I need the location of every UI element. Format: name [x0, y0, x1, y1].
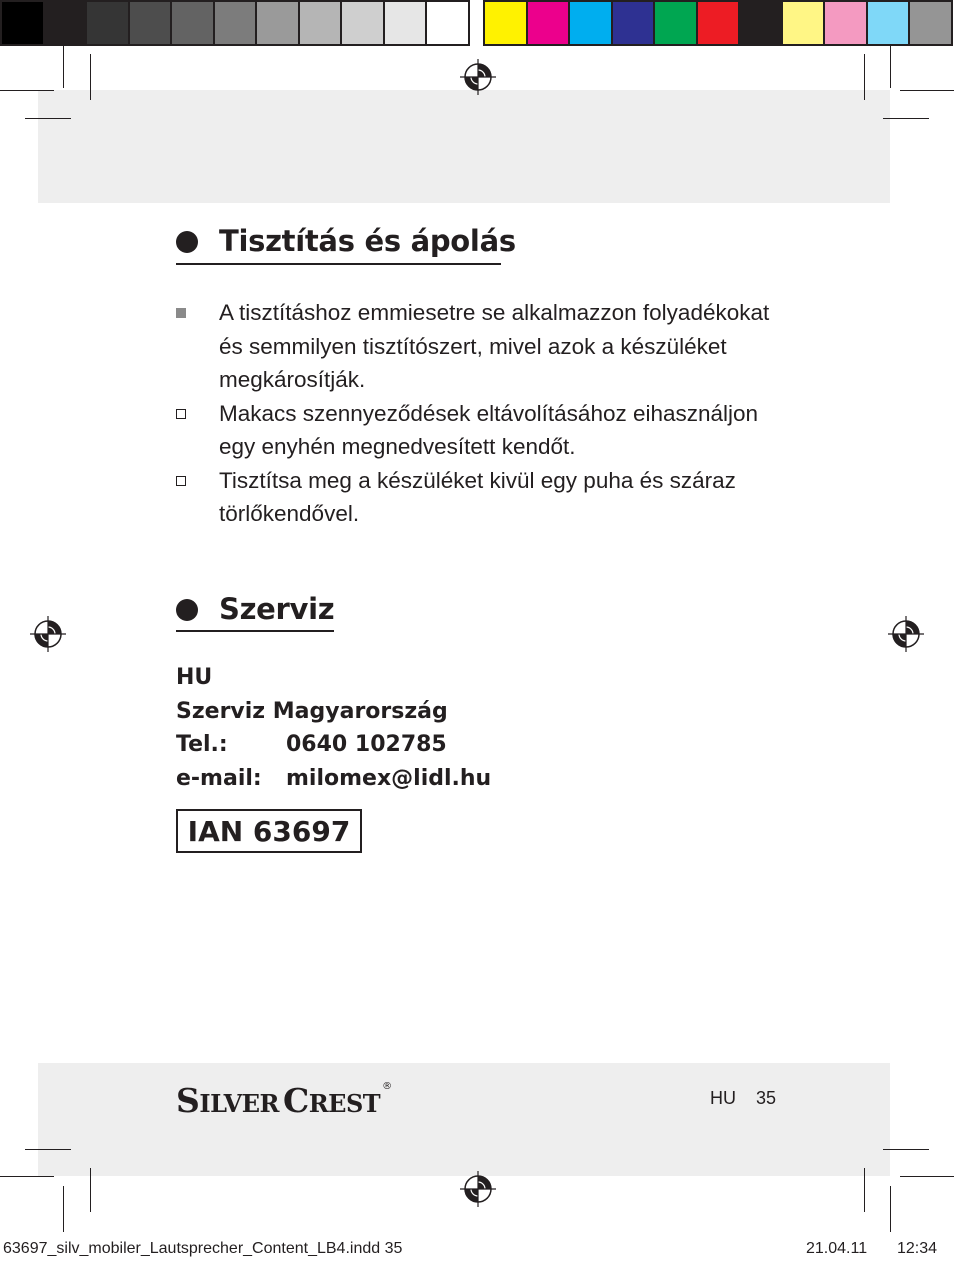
list-item-line: Makacs szennyeződések eltávolításához eihasználjon — [219, 400, 759, 426]
crop-mark — [864, 54, 865, 100]
section-heading-cleaning — [176, 224, 516, 258]
service-company: Szerviz Magyarország — [176, 699, 448, 724]
email-label: e-mail: — [176, 766, 262, 791]
color-swatch — [385, 0, 428, 46]
phone-label: Tel.: — [176, 732, 228, 757]
service-phone-row — [176, 728, 447, 762]
crop-mark — [0, 1176, 54, 1177]
heading-underline — [176, 630, 334, 632]
grayscale-color-bar — [0, 0, 470, 46]
registration-mark-icon — [458, 1169, 498, 1209]
crop-mark — [63, 46, 64, 88]
filled-square-bullet-icon — [176, 308, 186, 318]
crop-mark — [883, 118, 929, 119]
color-swatch — [342, 0, 385, 46]
color-swatch — [300, 0, 343, 46]
color-swatch — [910, 0, 953, 46]
section-heading-service — [176, 592, 334, 626]
open-square-bullet-icon — [176, 409, 186, 419]
heading-title: Szerviz — [219, 592, 335, 626]
color-swatch — [45, 0, 88, 46]
cleaning-instructions-list — [176, 296, 816, 531]
crop-mark — [63, 1186, 64, 1232]
color-swatch — [613, 0, 656, 46]
registration-mark-icon — [458, 57, 498, 97]
phone-number: 0640 102785 — [286, 732, 447, 757]
heading-title: Tisztítás és ápolás — [219, 224, 516, 258]
color-swatch — [655, 0, 698, 46]
page-language: HU — [710, 1088, 736, 1108]
crop-mark — [890, 1186, 891, 1232]
crop-mark — [0, 90, 54, 91]
crop-mark — [864, 1168, 865, 1212]
crop-mark — [25, 118, 71, 119]
color-swatch — [0, 0, 45, 46]
crop-mark — [90, 1168, 91, 1212]
color-swatch — [215, 0, 258, 46]
crop-mark — [90, 54, 91, 100]
color-swatch — [257, 0, 300, 46]
list-item-line: egy enyhén megnedvesített kendőt. — [219, 434, 576, 459]
list-item — [176, 296, 816, 397]
list-item-line: Tisztítsa meg a készüléket kivül egy puha és száraz — [219, 467, 736, 493]
heading-underline — [176, 263, 501, 265]
footer-band — [38, 1063, 890, 1176]
color-swatch — [570, 0, 613, 46]
color-swatch — [87, 0, 130, 46]
service-email-row — [176, 762, 491, 796]
crop-mark — [900, 90, 954, 91]
crop-mark — [25, 1149, 71, 1150]
crop-mark — [890, 46, 891, 88]
list-item-line: törlőkendővel. — [219, 501, 360, 526]
registration-mark-icon — [28, 614, 68, 654]
color-swatch — [427, 0, 470, 46]
footer-date: 21.04.11 — [806, 1240, 868, 1257]
crop-mark — [883, 1149, 929, 1150]
list-item-line: A tisztításhoz emmiesetre se alkalmazzon folyadékokat — [219, 300, 770, 325]
color-swatch — [483, 0, 528, 46]
color-swatch — [783, 0, 826, 46]
footer-filename: 63697_silv_mobiler_Lautsprecher_Content_LB4.indd 35 — [3, 1240, 403, 1257]
list-item-line: és semmilyen tisztítószert, mivel azok a készüléket — [219, 333, 727, 359]
page-number — [710, 1088, 776, 1109]
footer-time: 12:34 — [897, 1240, 938, 1257]
crop-mark — [900, 1176, 954, 1177]
color-swatch — [528, 0, 571, 46]
color-swatch — [740, 0, 783, 46]
email-address: milomex@lidl.hu — [286, 766, 492, 791]
ian-number-box: IAN 63697 — [176, 809, 362, 853]
registration-mark-icon — [886, 614, 926, 654]
list-item — [176, 464, 816, 531]
page-number-value: 35 — [756, 1088, 777, 1108]
heading-bullet-icon — [176, 231, 198, 253]
list-item — [176, 397, 816, 464]
color-swatch — [868, 0, 911, 46]
color-swatch — [172, 0, 215, 46]
process-color-bar — [483, 0, 953, 46]
color-swatch — [825, 0, 868, 46]
list-item-line: megkárosítják. — [219, 367, 366, 392]
open-square-bullet-icon — [176, 476, 186, 486]
color-swatch — [698, 0, 741, 46]
silvercrest-logo: SILVER CREST® — [176, 1081, 392, 1120]
service-country: HU — [176, 665, 213, 690]
heading-bullet-icon — [176, 599, 198, 621]
color-swatch — [130, 0, 173, 46]
header-band — [38, 90, 890, 203]
